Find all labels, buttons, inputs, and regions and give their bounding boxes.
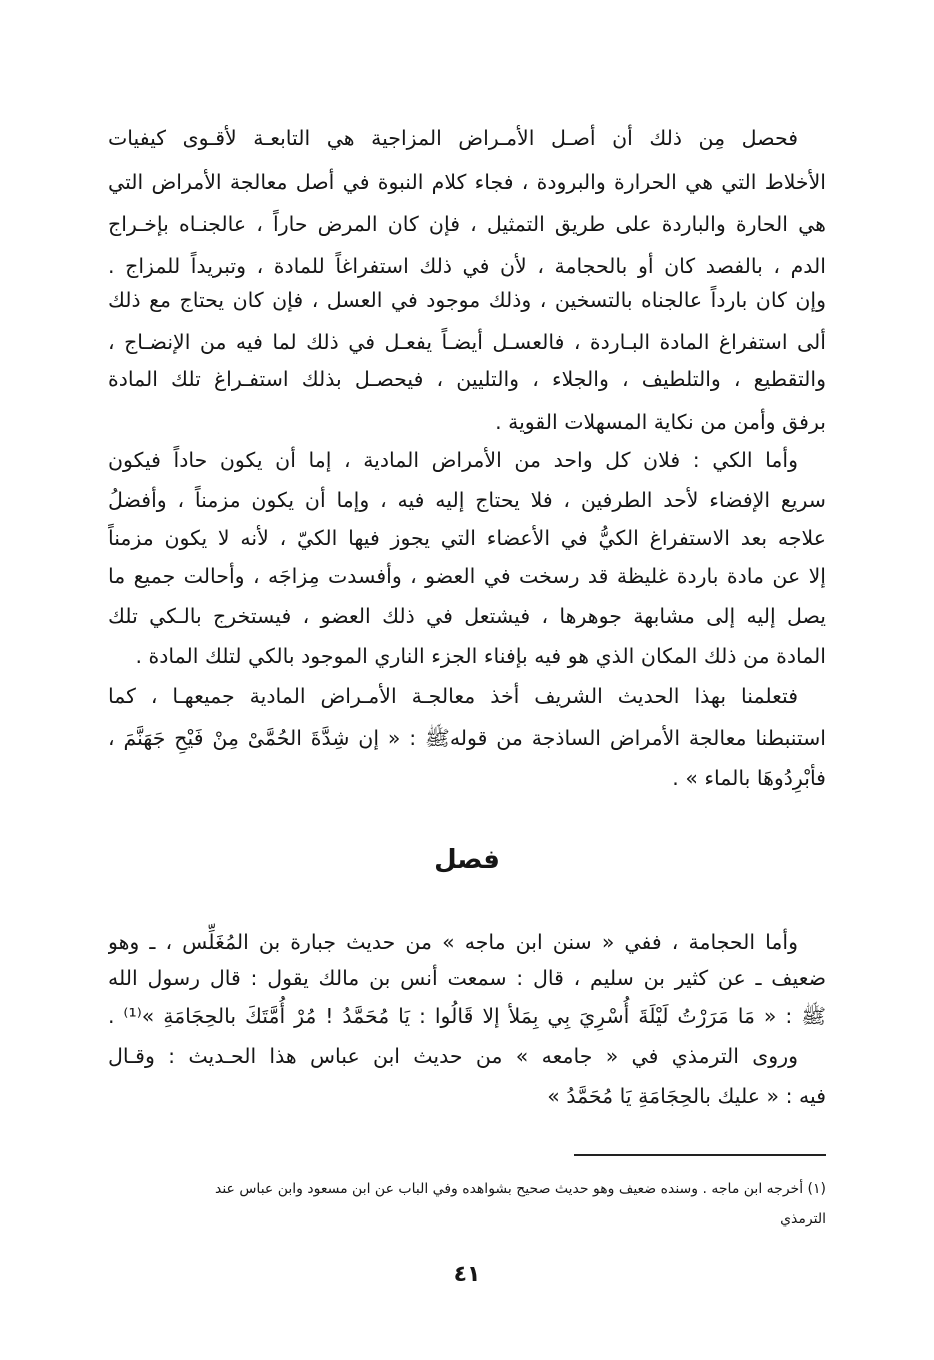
paragraph-line: إلا عن مادة باردة غليظة قد رسخت في العضو ، وأفسدت مِزاجَه ، وأحالت جميع ما xyxy=(108,564,826,588)
paragraph-line: فأبْرِدُوهَا بالماء » . xyxy=(672,766,826,790)
paragraph-line: وأما الحجامة ، ففي « سنن ابن ماجه » من حديث جبارة بن المُغَلِّس ، ـ وهو xyxy=(108,930,798,954)
section-heading: فصل xyxy=(434,845,500,875)
footnote-line: (١) أخرجه ابن ماجه . وسنده ضعيف وهو حديث صحيح بشواهده وفي الباب عن ابن مسعود وابن عباس عند xyxy=(214,1181,826,1197)
paragraph-line: فتعلمنا بهذا الحديث الشريف أخذ معالجـة الأمـراض المادية جميعهـا ، كما xyxy=(108,684,798,708)
paragraph-line: الدم ، بالفصد كان أو بالحجامة ، لأن في ذلك استفراغاً للمادة ، وتبريداً للمزاج . xyxy=(108,254,826,278)
paragraph-line: هي الحارة والباردة على طريق التمثيل ، فإن كان المرض حاراً ، عالجنـاه بإخـراج xyxy=(108,212,826,236)
paragraph-line: والتقطيع ، والتلطيف ، والجلاء ، والتليين ، فيحصـل بذلك استفـراغ تلك المادة xyxy=(108,367,826,391)
paragraph-line: فيه : « عليك بالحِجَامَةِ يَا مُحَمَّدُ » xyxy=(547,1084,826,1108)
paragraph-line: وإن كان بارداً عالجناه بالتسخين ، وذلك موجود في العسل ، فإن كان يحتاج مع ذلك xyxy=(108,288,826,312)
paragraph-line: فحصل مِن ذلك أن أصـل الأمـراض المزاجية هي التابعـة لأقـوى كيفيات xyxy=(108,126,798,150)
paragraph-line: سريع الإفضاء لأحد الطرفين ، فلا يحتاج إليه فيه ، وإما أن يكون مزمناً ، وأفضلُ xyxy=(108,488,826,512)
paragraph-line: علاجه بعد الاستفراغ الكيُّ في الأعضاء التي يجوز فيها الكيّ ، لأنه لا يكون مزمناً xyxy=(108,526,826,550)
paragraph-line: وروى الترمذي في « جامعه » من حديث ابن عباس هذا الحـديث : وقـال xyxy=(108,1044,798,1068)
footnote-divider xyxy=(574,1154,826,1156)
paragraph-line: ﷺ : « مَا مَرَرْتُ لَيْلَةَ أُسْرِيَ بِي بِمَلأ إلا قَالُوا : يَا مُحَمَّدُ ! مُرْ أُمَّتَكَ بالحِجَامَةِ »⁽¹⁾ . xyxy=(108,1004,826,1028)
paragraph-line: استنبطنا معالجة الأمراض الساذجة من قولهﷺ : « إن شِدَّةَ الحُمَّىْ مِنْ فَيْحِ جَهَنَّمَ ، xyxy=(108,726,826,750)
paragraph-line: المادة من ذلك المكان الذي هو فيه بإفناء الجزء الناري الموجود بالكي لتلك المادة . xyxy=(135,644,826,668)
footnote-line: الترمذي xyxy=(780,1211,826,1227)
paragraph-line: يصل إليه إلى مشابهة جوهرها ، فيشتعل في ذلك العضو ، فيستخرج بالـكي تلك xyxy=(108,604,826,628)
paragraph-line: ألى استفراغ المادة البـاردة ، فالعسـل أيضـاً يفعـل في ذلك لما فيه من الإنضـاج ، xyxy=(108,330,826,354)
paragraph-line: وأما الكي : فلان كل واحد من الأمراض المادية ، إما أن يكون حاداً فيكون xyxy=(108,448,798,472)
paragraph-line: الأخلاط التي هي الحرارة والبرودة ، فجاء كلام النبوة في أصل معالجة الأمراض التي xyxy=(108,170,826,194)
paragraph-line: برفق وأمن من نكاية المسهلات القوية . xyxy=(495,410,826,434)
page-number: ٤١ xyxy=(453,1262,481,1287)
paragraph-line: ضعيف ـ عن كثير بن سليم ، قال : سمعت أنس بن مالك يقول : قال رسول الله xyxy=(108,966,826,990)
